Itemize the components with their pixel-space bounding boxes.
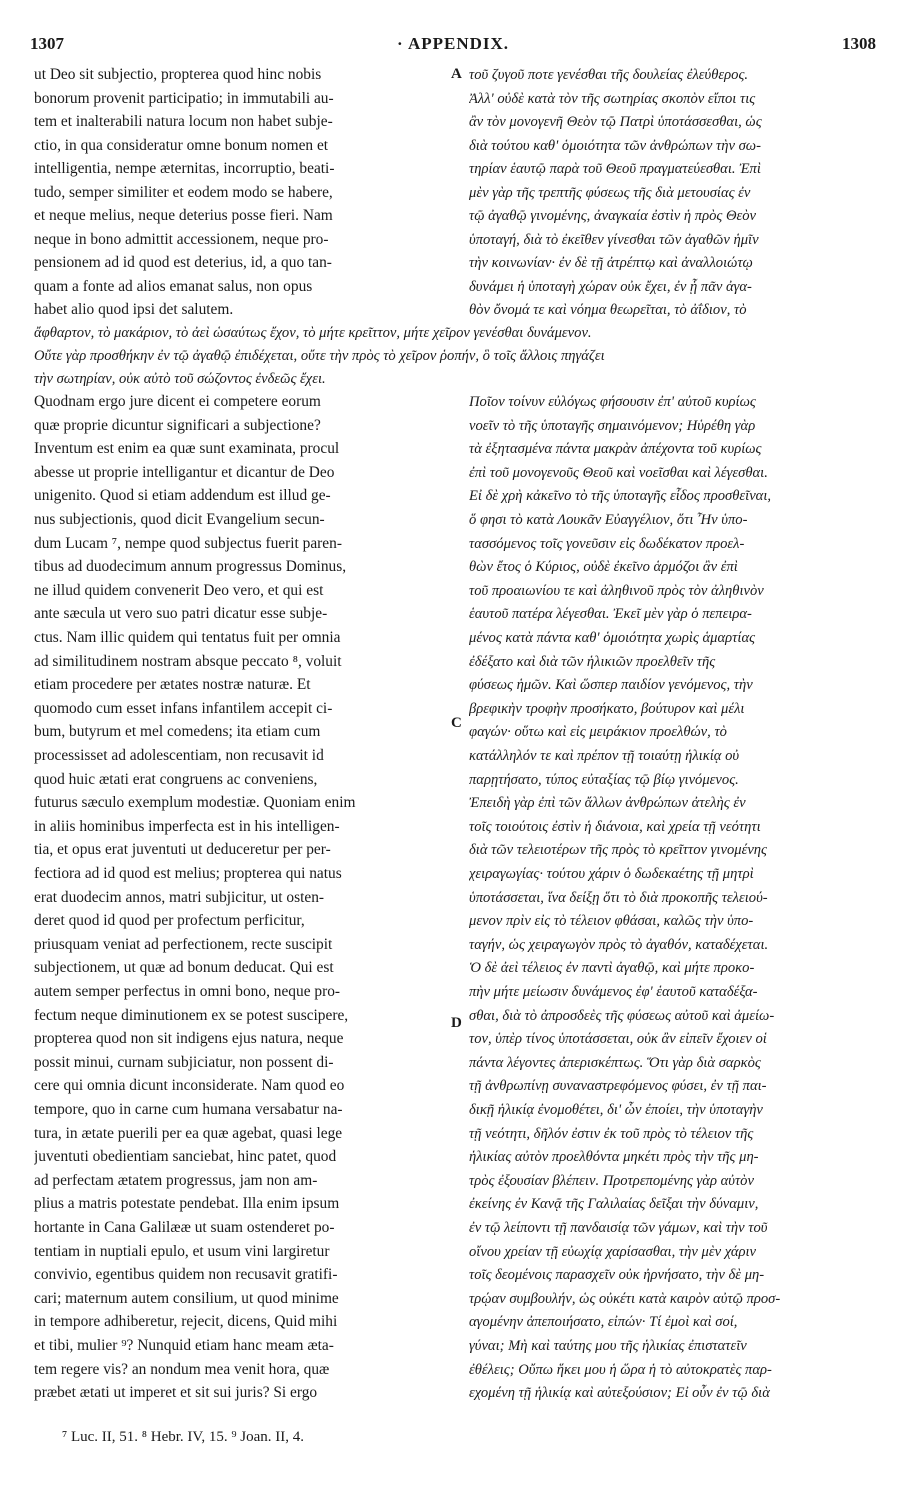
text-line: χειραγωγίας· τούτου χάριν ὁ δωδεκαέτης τῇ μητρὶ (469, 866, 754, 882)
text-line: quæ proprie dicuntur significari a subjectione? (34, 416, 321, 434)
text-line: παρῃτήσατο, τύπος εὐταξίας τῷ βίῳ γινόμενος. (469, 771, 739, 788)
text-line: κατάλληλόν τε καὶ πρέπον τῇ τοιαύτῃ ἡλικίᾳ οὐ (469, 748, 740, 764)
text-line: nus subjectionis, quod dicit Evangelium secun- (34, 511, 325, 528)
text-line: πάντα λέγοντες ἀπερισκέπτως. Ὅτι γὰρ διὰ σαρκὸς (469, 1054, 761, 1071)
text-line: ἡλικίας αὐτὸν προελθόντα μηκέτι πρὸς τὴν τῆς μη- (469, 1149, 759, 1166)
text-line: τῇ νεότητι, δῆλόν ἐστιν ἐκ τοῦ πρὸς τὸ τέλειον τῆς (469, 1125, 754, 1142)
text-line: bonorum provenit participatio; in immutabili au- (34, 89, 334, 107)
text-line: οἴνου χρείαν τῇ εὐωχίᾳ χαρίσασθαι, τὴν μὲν χάριν (469, 1243, 757, 1260)
text-line: quomodo cum esset infans infantilem accepit ci- (34, 699, 333, 717)
text-line: τασσόμενος τοῖς γονεῦσιν εἰς δωδέκατον προελ- (469, 535, 745, 552)
text-line: autem semper perfectus in omni bono, neque pro- (34, 983, 341, 1000)
text-line: ad perfectam ætatem progressus, jam non am- (34, 1171, 318, 1189)
text-line: ctus. Nam illic quidem qui tentatus fuit per omnia (34, 629, 341, 646)
text-line: σθαι, διὰ τὸ ἀπροσδεὲς τῆς φύσεως αὐτοῦ καὶ ἀμείω- (469, 1007, 775, 1024)
text-line: possit minui, curnam subjiciatur, non possent di- (34, 1053, 334, 1071)
text-line: ἐν τῷ λείποντι τῇ πανδαισίᾳ τῶν γάμων, καὶ τὴν τοῦ (469, 1220, 768, 1236)
text-line: τρὸς ἐξουσίαν βλέπειν. Προτρεπομένης γὰρ αὐτὸν (469, 1172, 754, 1189)
text-line: etiam procedere per ætates nostræ naturæ. Et (34, 676, 311, 694)
text-line: ἄφθαρτον, τὸ μακάριον, τὸ ἀεὶ ὡσαύτως ἔχον, τὸ μήτε κρεῖττον, μήτε χεῖρον γενέσθαι δυνάμενον. (34, 325, 592, 341)
text-line: quod huic ætati erat congruens ac conveniens, (34, 770, 318, 788)
text-line: θὸν ὄνομά τε καὶ νόημα θεωρεῖται, τὸ ἀΐδιον, τὸ (469, 302, 747, 318)
text-line: φύσεως ἡμῶν. Καὶ ὥσπερ παιδίον γενόμενος, τὴν (469, 677, 753, 694)
text-line: Οὔτε γὰρ προσθήκην ἐν τῷ ἀγαθῷ ἐπιδέχεται, οὔτε τὴν πρὸς τὸ χεῖρον ῥοπήν, ὃ τοῖς ἄλλοις πηγάζει (34, 348, 605, 364)
text-line: τηρίαν ἑαυτῷ παρὰ τοῦ Θεοῦ πραγματεύεσθαι. Ἐπὶ (469, 161, 761, 177)
text-line: ut Deo sit subjectio, propterea quod hinc nobis (34, 66, 322, 83)
text-line: μενον πρὶν εἰς τὸ τέλειον φθάσαι, καλῶς τὴν ὑπο- (469, 913, 754, 930)
text-line: ad similitudinem nostram absque peccato ⁸, voluit (34, 652, 342, 670)
text-line: θὼν ἔτος ὁ Κύριος, οὐδὲ ἐκεῖνο ἁρμόζοι ἂν ἐπὶ (469, 559, 738, 576)
text-line: βρεφικὴν τροφὴν προσήκατο, βούτυρον καὶ μέλι (469, 700, 745, 717)
text-line: bum, butyrum et mel comedens; ita etiam cum (34, 723, 321, 741)
text-line: ἐκείνης ἐν Κανᾷ τῆς Γαλιλαίας δεῖξαι τὴν δύναμιν, (469, 1196, 759, 1213)
right-page-number: 1308 (842, 34, 876, 53)
text-line: ταγήν, ὡς χειραγωγὸν πρὸς τὸ ἀγαθόν, καταδέχεται. (469, 936, 769, 953)
text-line: deret quod id quod per profectum perficitur, (34, 912, 305, 930)
text-line: tia, et opus erat juventuti ut deduceretur per per- (34, 841, 331, 859)
text-line: unigenito. Quod si etiam addendum est illud ge- (34, 487, 331, 505)
text-line: tempore, quo in carne cum humana versabatur na- (34, 1101, 343, 1118)
text-line: μὲν γὰρ τῆς τρεπτῆς φύσεως τῆς διὰ μετουσίας ἐν (469, 184, 751, 201)
text-line: τον, ὑπὲρ τίνος ὑποτάσσεται, οὐκ ἂν εἰπεῖν ἔχοιεν οἱ (469, 1031, 767, 1048)
text-line: Inventum est enim ea quæ sunt examinata, procul (34, 440, 340, 458)
text-line: διὰ τῶν τελειοτέρων τῆς πρὸς τὸ κρεῖττον γινομένης (469, 842, 767, 859)
text-line: tem regere vis? an nondum mea venit hora, quæ (34, 1360, 330, 1378)
text-line: τρῴαν συμβουλήν, ὡς οὐκέτι κατὰ καιρὸν αὐτῷ προσ- (469, 1290, 781, 1307)
text-line: δυνάμει ἡ ὑποταγὴ χώραν οὐκ ἔχει, ἐν ᾗ πᾶν ἀγα- (469, 278, 752, 295)
text-line: ne illud quidem convenerit Deo vero, et qui est (34, 581, 324, 599)
text-line: præbet ætati ut imperet et sit sui juris? Si ergo (34, 1384, 318, 1402)
text-line: futurus sæculo exemplum modestiæ. Quoniam enim (34, 794, 356, 812)
text-line: ἐδέξατο καὶ διὰ τῶν ἡλικιῶν προελθεῖν τῆς (469, 653, 716, 670)
text-line: τοῦ προαιωνίου τε καὶ ἀληθινοῦ πρὸς τὸν ἀληθινὸν (469, 582, 764, 599)
text-line: tentiam in nuptiali epulo, et usum vini largiretur (34, 1242, 330, 1260)
page-header (30, 34, 876, 64)
section-marker-d: D (451, 1015, 462, 1031)
text-line: intelligentia, nempe æternitas, incorruptio, beati- (34, 160, 335, 177)
text-line: ctio, in qua consideratur omne bonum nomen et (34, 136, 329, 154)
text-line: in aliis hominibus imperfecta est in his intelligen- (34, 817, 340, 835)
text-line: processisset ad adolescentiam, non recusavit id (34, 747, 324, 764)
text-line: ἐπὶ τοῦ μονογενοῦς Θεοῦ καὶ νοεῖσθαι καὶ λέγεσθαι. (469, 464, 768, 481)
text-line: τῷ ἀγαθῷ γινομένης, ἀναγκαία ἐστὶν ἡ πρὸς Θεὸν (469, 208, 757, 224)
text-line: tudo, semper similiter et eodem modo se habere, (34, 183, 333, 201)
text-line: subjectionem, ut quæ ad bonum deducat. Qui est (34, 959, 334, 977)
text-line: ὑποταγή, διὰ τὸ ἐκεῖθεν γίνεσθαι τῶν ἀγαθῶν ἡμῖν (469, 231, 759, 248)
text-line: dum Lucam ⁷, nempe quod subjectus fuerit paren- (34, 534, 342, 552)
text-line: πὴν μήτε μείωσιν δυνάμενος ἐφ' ἑαυτοῦ καταδέξα- (469, 984, 758, 1000)
text-line: et neque melius, neque deterius posse fieri. Nam (34, 207, 333, 224)
text-line: Ὁ δὲ ἀεὶ τέλειος ἐν παντὶ ἀγαθῷ, καὶ μήτε προκο- (469, 960, 755, 977)
text-line: φαγών· οὕτω καὶ εἰς μειράκιον προελθών, τὸ (469, 724, 727, 741)
text-line: neque in bono admittit accessionem, neque pro- (34, 230, 329, 248)
text-line: cere qui omnia dicunt inconsiderate. Nam quod eo (34, 1077, 345, 1095)
text-line: τοῖς δεομένοις παρασχεῖν οὐκ ἠρνήσατο, τὴν δὲ μη- (469, 1267, 765, 1284)
text-line: Ἀλλ' οὐδὲ κατὰ τὸν τῆς σωτηρίας σκοπὸν εἴποι τις (469, 90, 756, 107)
text-line: Εἰ δὲ χρὴ κἀκεῖνο τὸ τῆς ὑποταγῆς εἶδος προσθεῖναι, (469, 488, 772, 505)
text-line: δικῇ ἡλικίᾳ ἐνομοθέτει, δι' ὧν ἐποίει, τὴν ὑποταγὴν (469, 1102, 763, 1118)
text-line: αγομένην ἀπεποιήσατο, εἰπών· Τί ἐμοὶ καὶ σοί, (469, 1314, 738, 1331)
text-line: μένος κατὰ πάντα καθ' ὁμοιότητα χωρὶς ἁμαρτίας (469, 630, 756, 646)
text-line: plius a matris potestate pendebat. Illa enim ipsum (34, 1195, 340, 1213)
text-line: pensionem ad id quod est deterius, id, a quo tan- (34, 254, 332, 271)
text-line: τῇ ἀνθρωπίνῃ συναναστρεφόμενος φύσει, ἐν τῇ παι- (469, 1078, 767, 1095)
left-page-number: 1307 (30, 34, 64, 53)
text-line: Ἐπειδὴ γὰρ ἐπὶ τῶν ἄλλων ἀνθρώπων ἀτελὴς ἐν (469, 795, 746, 812)
text-line: νοεῖν τὸ τῆς ὑποταγῆς σημαινόμενον; Ηὑρέθη γὰρ (469, 417, 756, 434)
text-line: τὴν κοινωνίαν· ἐν δὲ τῇ ἀτρέπτῳ καὶ ἀναλλοιώτῳ (469, 255, 753, 271)
text-line: ὅ φησι τὸ κατὰ Λουκᾶν Εὐαγγέλιον, ὅτι Ἦν ὑπο- (469, 512, 748, 528)
text-line: τὰ ἐξητασμένα πάντα μακρὰν ἀπέχοντα τοῦ κυρίως (469, 441, 762, 458)
text-line: Quodnam ergo jure dicent ei competere eorum (34, 393, 321, 410)
text-line: fectiora ad id quod est melius; propterea qui natus (34, 865, 342, 882)
text-line: propterea quod non sit indigens ejus natura, neque (34, 1030, 344, 1048)
section-marker-c: C (451, 715, 462, 731)
section-marker-a: A (451, 66, 462, 82)
text-line: Ποῖον τοίνυν εὐλόγως φήσουσιν ἐπ' αὐτοῦ κυρίως (469, 394, 756, 410)
text-line: tibus ad duodecimum annum progressus Dominus, (34, 558, 347, 576)
text-line: abesse ut proprie intelligantur et dicantur de Deo (34, 463, 335, 481)
running-title: · APPENDIX. (396, 34, 510, 53)
text-line: διὰ τούτου καθ' ὁμοιότητα τῶν ἀνθρώπων τὴν σω- (469, 137, 761, 154)
text-line: juventuti obedientiam sanciebat, hinc patet, quod (34, 1148, 337, 1166)
footnotes: ⁷ Luc. II, 51. ⁸ Hebr. IV, 15. ⁹ Joan. II, 4. (62, 1429, 305, 1445)
text-line: priusquam veniat ad perfectionem, recte suscipit (34, 935, 333, 953)
text-line: quam a fonte ad alios emanat salus, non opus (34, 277, 313, 295)
text-line: ἑαυτοῦ πατέρα λέγεσθαι. Ἐκεῖ μὲν γὰρ ὁ πεπειρα- (469, 606, 752, 623)
text-line: τοῦ ζυγοῦ ποτε γενέσθαι τῆς δουλείας ἐλεύθερος. (469, 67, 749, 83)
text-line: ἂν τὸν μονογενῆ Θεὸν τῷ Πατρὶ ὑποτάσσεσθαι, ὡς (469, 114, 762, 130)
text-line: fectum neque diminutionem ex se potest suscipere, (34, 1006, 349, 1024)
text-line: ἐθέλεις; Οὔπω ἥκει μου ἡ ὥρα ἡ τὸ αὐτοκρατὲς παρ- (469, 1361, 772, 1378)
text-line: in tempore adhiberetur, rejecit, dicens, Quid mihi (34, 1313, 338, 1331)
text-line: erat duodecim annos, matri subjicitur, ut osten- (34, 888, 325, 906)
text-line: γύναι; Μὴ καὶ ταύτης μου τῆς ἡλικίας ἐπιστατεῖν (469, 1338, 747, 1354)
text-line: tem et inalterabili natura locum non habet subje- (34, 113, 333, 130)
text-line: ante sæcula ut vero suo patri dicatur esse subje- (34, 605, 328, 623)
text-line: tura, in ætate puerili per ea quæ agebat, quasi lege (34, 1124, 343, 1142)
text-line: convivio, egentibus quidem non recusavit gratifi- (34, 1266, 338, 1284)
text-line: τὴν σωτηρίαν, οὐκ αὐτὸ τοῦ σώζοντος ἐνδεῶς ἔχει. (34, 371, 326, 387)
text-line: ὑποτάσσεται, ἵνα δείξῃ ὅτι τὸ διὰ προκοπῆς τελειού- (469, 889, 768, 906)
text-line: habet alio quod ipsi det salutem. (34, 301, 234, 318)
text-line: hortante in Cana Galilææ ut suam ostenderet po- (34, 1219, 335, 1236)
text-line: cari; maternum autem consilium, ut quod minime (34, 1289, 339, 1307)
text-line: εχομένη τῇ ἡλικίᾳ καὶ αὐτεξούσιον; Εἰ οὖν ἐν τῷ διὰ (469, 1385, 770, 1402)
text-line: τοῖς τοιούτοις ἐστὶν ἡ διάνοια, καὶ χρεία τῇ νεότητι (469, 818, 761, 835)
text-line: et tibi, mulier ⁹? Nunquid etiam hanc meam æta- (34, 1337, 334, 1354)
